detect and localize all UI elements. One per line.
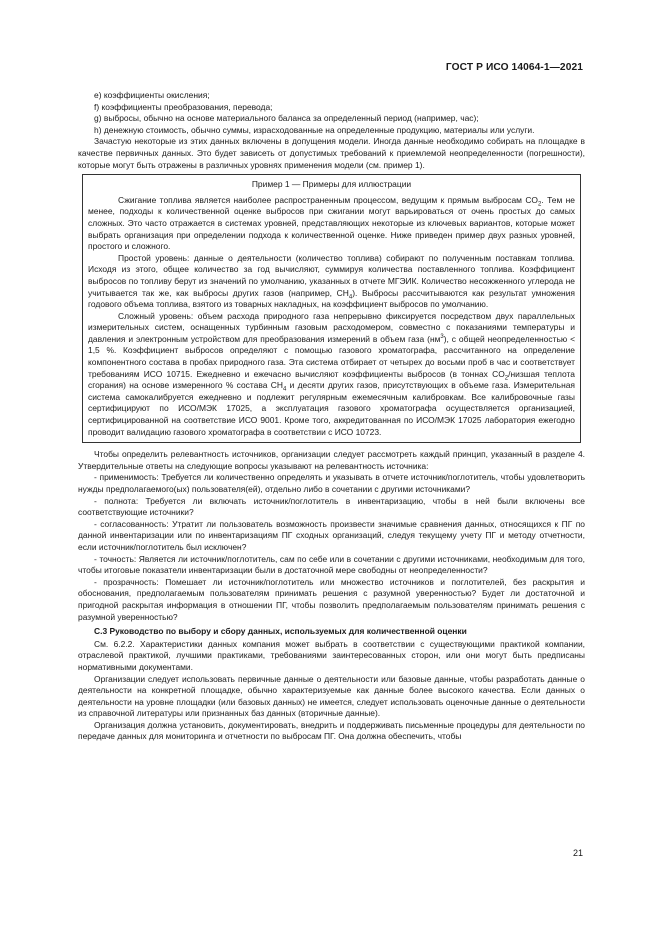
example-paragraph-complex: Сложный уровень: объем расхода природного газа непрерывно фиксируется посредством двух параллельных измерительных систем, оснащенных турбинным газовым расходомером, совместно с показаниями температуры и давления и электронным устройством для преобразования измерений в объем газа $(нм^3)$, с общей неопределенностью < 1,5 %. Коэффициент выбросов определяют с помощью газового хроматографа, рассчитанного на определение компонентного состава в пробах природного газа. Эта система отбирает от четырех до восьми проб в час и соответствует требованиям ИСО 10715. Ежедневно и ежечасно вычисляют коэффициенты выбросов (в тоннах $CO_2$/низшая теплота сгорания) на основе измеренного % состава $CH_4$ и десяти других газов, присутствующих в объеме газа. Измерительная система самокалибруется ежедневно и подлежит регулярным ежемесячным калибровкам. Все калибровочные газы сертифицируют по ИСО/МЭК 17025, а эксплуатация газового хроматографа осуществляется организацией, сертифицированной на соответствие ИСО 9001. Кроме того, аккредитованная по ИСО/МЭК 17025 лаборатория ежегодно проводит валидацию газового хроматографа в соответствии с ИСО 10723. [88,310,575,437]
page-content [78,90,585,743]
data-type-list [78,90,585,136]
principle-item: - точность: Является ли источник/поглотитель, сам по себе или в сочетании с другими источниками, необходимым для того, чтобы итоговые показатели инвентаризации были в достаточной мере свободны от неопределенности? [78,553,585,576]
list-item: f) коэффициенты преобразования, перевода; [94,101,273,112]
principles-intro: Чтобы определить релевантность источников, организации следует рассмотреть каждый принцип, указанный в разделе 4. Утвердительные ответы на следующие вопросы указывают на релевантность источника: [78,449,585,471]
section-paragraph: Организация должна установить, документировать, внедрить и поддерживать письменные процедуры для деятельности по передаче данных для мониторинга и отчетности по выбросам ПГ. Она должна обеспечить, чтобы [78,719,585,742]
principle-item: - прозрачность: Помешает ли источник/поглотитель или множество источников и поглотителей, без раскрытия и обоснования, предполагаемым пользователям принимать решения с разумной уверенностью? Будет ли достаточной и пригодной раскрытая информация в отношении ПГ, чтобы позволить предполагаемым пользователям принимать решения с разумной уверенностью? [78,576,585,622]
document-header: ГОСТ Р ИСО 14064-1—2021 [445,62,583,73]
page-number: 21 [572,848,583,858]
section-heading: С.3 Руководство по выбору и сбору данных, используемых для количественной оценки [94,626,467,637]
list-item: g) выбросы, обычно на основе материального баланса за определенный период (например, час); [94,113,479,124]
principle-item: - согласованность: Утратит ли пользователь возможность произвести значимые сравнения данных, относящихся к ПГ по данной инвентаризации или по инвентаризациям ПГ сходных организаций, следуя текущему учету ПГ и методу отчетности, если источник/поглотитель был исключен? [78,518,585,552]
example-paragraph-1: Сжигание топлива является наиболее распространенным процессом, ведущим к прямым выбросам $CO_2$. Тем не менее, подходы к количественной оценке выбросов при сжигании могут варьироваться от очень простых до самых сложных. Это часто отражается в системах уровней, представляющих некоторые из ключевых вариантов, которые может выбрать организация при определении подхода к количественной оценке. Ниже приведен пример двух разных уровней, простого и сложного. [88,194,575,252]
intro-paragraph: Зачастую некоторые из этих данных включены в допущения модели. Иногда данные необходимо собирать на площадке в качестве первичных данных. Это будет зависеть от допустимых требований к приемлемой неопределенности (погрешности), которые могут быть отражены в различных уровнях применения модели (см. пример 1). [78,136,585,170]
example-paragraph-simple: Простой уровень: данные о деятельности (количество топлива) собирают по полученным поставкам топлива. Исходя из этого, общее количество за год вычисляют, суммируя количества поставленного топлива. Коэффициент выбросов по топливу берут из значений по умолчанию, указанных в отчете МГЭИК. Количество несожженного углерода не учитывается так же, как выбросы других газов (например, $CH_4$). Выбросы рассчитываются как результат умножения годового объема топлива, взятого из товарных накладных, на коэффициент выбросов по умолчанию. [88,252,575,310]
list-item: h) денежную стоимость, обычно суммы, израсходованные на определенные продукцию, материалы или услуги. [94,124,535,135]
principle-item: - применимость: Требуется ли количественно определять и указывать в отчете источник/поглотитель, чтобы удовлетворить нужды предполагаемого(ых) пользователя(ей), отдельно либо в сочетании с другими источниками? [78,472,585,494]
principles-list [78,472,585,623]
section-paragraph: См. 6.2.2. Характеристики данных компания может выбрать в соответствии с существующими практикой компании, отраслевой практикой, лучшими практиками, требованиями заинтересованных сторон, или они могут быть предписаны нормативными документами. [78,638,585,672]
example-title: Пример 1 — Примеры для иллюстрации [251,179,412,190]
example-box [82,174,581,443]
list-item: е) коэффициенты окисления; [94,90,210,100]
section-paragraph: Организации следует использовать первичные данные о деятельности или базовые данные, чтобы разработать данные о деятельности на конкретной площадке, обычно характеризуемые как данные более высокого качества. Если данных о деятельности на уровне площадки (или базовых данных) не имеется, следует использовать оценочные данные о деятельности из справочной литературы или признанных баз данных (вторичные данные). [78,673,585,719]
principle-item: - полнота: Требуется ли включать источник/поглотитель в инвентаризацию, чтобы в ней были включены все соответствующие источники? [78,495,585,518]
